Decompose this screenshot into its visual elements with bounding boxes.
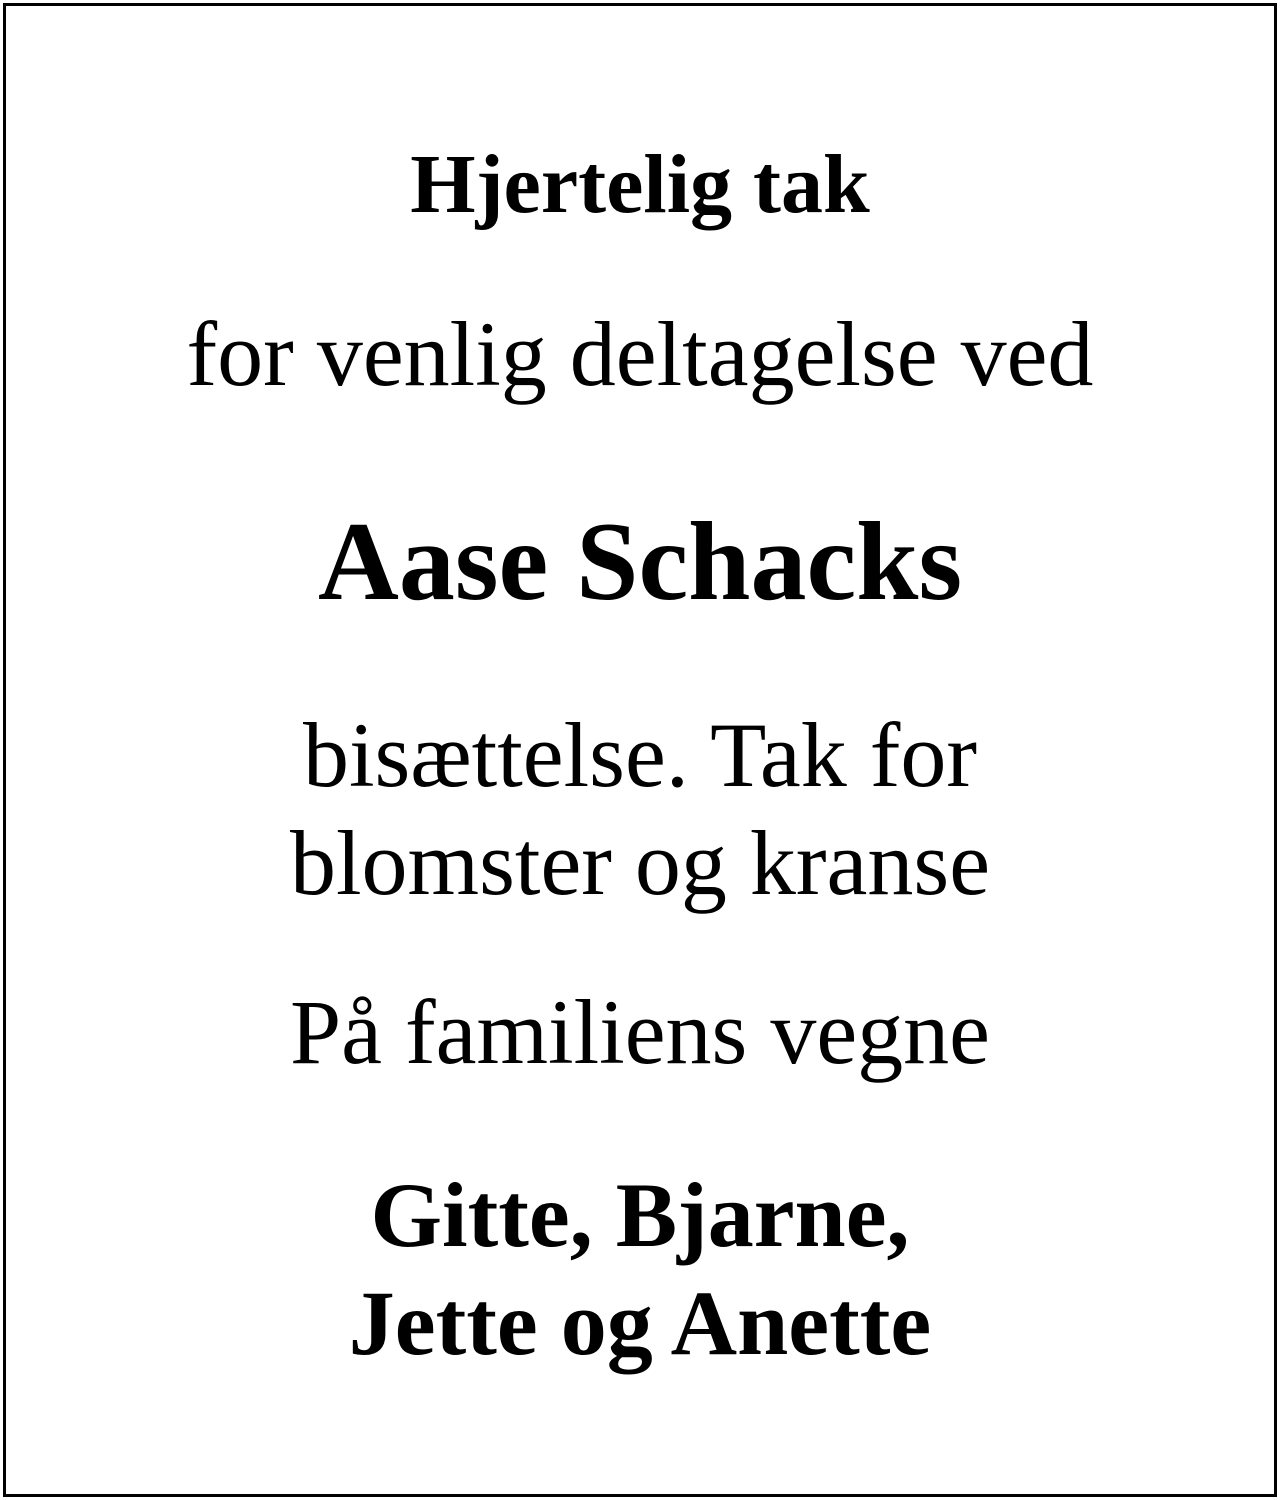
notice-heading: Hjertelig tak	[410, 138, 870, 231]
thanks-message-line-2: blomster og kranse	[289, 812, 991, 914]
thanks-message-line-1: bisættelse. Tak for	[302, 704, 978, 806]
signers-line-1: Gitte, Bjarne,	[370, 1164, 910, 1266]
behalf-text: På familiens vegne	[289, 981, 991, 1083]
signers	[6, 1161, 1274, 1377]
deceased-name: Aase Schacks	[317, 500, 963, 624]
notice-intro-text: for venlig deltagelse ved	[186, 303, 1094, 405]
signers-line-2: Jette og Anette	[348, 1272, 932, 1374]
thanks-message	[6, 701, 1274, 917]
notice-card	[3, 3, 1277, 1497]
